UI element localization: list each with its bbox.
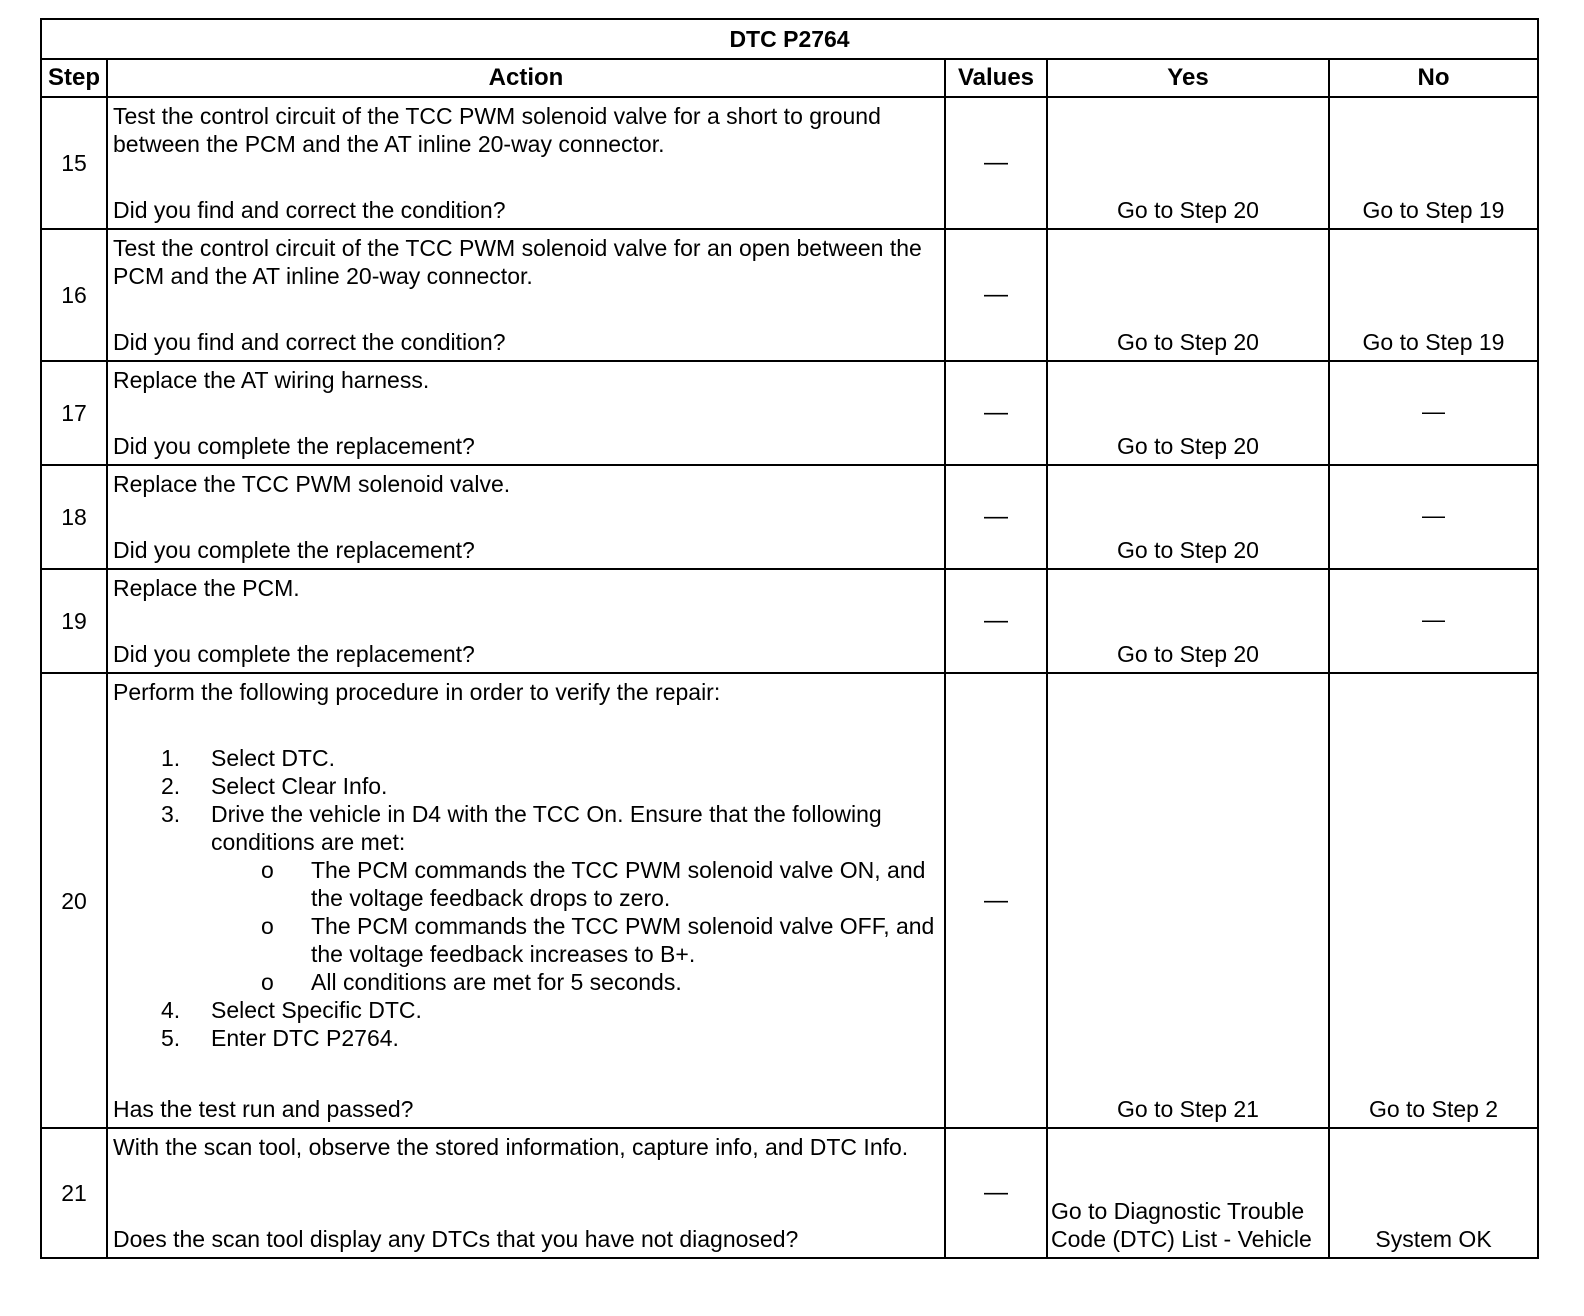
procedure-item: Enter DTC P2764. (211, 1025, 399, 1051)
action-cell (107, 569, 945, 673)
no-cell: — (1329, 569, 1538, 673)
yes-cell: Go to Step 20 (1047, 569, 1329, 673)
values-cell: — (945, 1128, 1047, 1258)
action-text: Perform the following procedure in order to verify the repair: (113, 679, 721, 705)
header-action: Action (107, 59, 945, 97)
no-cell: System OK (1329, 1128, 1538, 1258)
no-cell: Go to Step 19 (1329, 229, 1538, 361)
action-cell (107, 361, 945, 465)
table-row (41, 229, 1538, 361)
step-number: 21 (41, 1128, 107, 1258)
yes-cell: Go to Step 20 (1047, 229, 1329, 361)
values-cell: — (945, 361, 1047, 465)
procedure-item: Select Clear Info. (211, 773, 388, 799)
action-text: Replace the PCM. (113, 575, 300, 601)
action-cell (107, 97, 945, 229)
dtc-table (40, 18, 1539, 1259)
yes-cell: Go to Step 21 (1047, 673, 1329, 1128)
yes-cell: Go to Diagnostic Trouble Code (DTC) List - Vehicle (1047, 1128, 1329, 1258)
condition-item: o The PCM commands the TCC PWM solenoid valve ON, and the voltage feedback drops to zero. (311, 856, 941, 912)
yes-cell: Go to Step 20 (1047, 97, 1329, 229)
procedure-item-text: Drive the vehicle in D4 with the TCC On. Ensure that the following conditions are met: (211, 801, 882, 855)
values-cell: — (945, 673, 1047, 1128)
condition-item: o All conditions are met for 5 seconds. (311, 968, 941, 996)
action-question: Has the test run and passed? (113, 1096, 414, 1122)
action-question: Does the scan tool display any DTCs that you have not diagnosed? (113, 1226, 799, 1252)
values-cell: — (945, 229, 1047, 361)
table-row (41, 97, 1538, 229)
table-row (41, 569, 1538, 673)
action-question: Did you complete the replacement? (113, 641, 475, 667)
header-no: No (1329, 59, 1538, 97)
step-number: 19 (41, 569, 107, 673)
table-row (41, 361, 1538, 465)
no-cell: — (1329, 361, 1538, 465)
action-cell (107, 229, 945, 361)
step-number: 18 (41, 465, 107, 569)
action-text: Replace the TCC PWM solenoid valve. (113, 471, 511, 497)
action-cell (107, 465, 945, 569)
step-number: 16 (41, 229, 107, 361)
condition-item: o The PCM commands the TCC PWM solenoid valve OFF, and the voltage feedback increases to B+. (311, 912, 941, 968)
action-text: Replace the AT wiring harness. (113, 367, 430, 393)
header-yes: Yes (1047, 59, 1329, 97)
values-cell: — (945, 97, 1047, 229)
action-cell (107, 1128, 945, 1258)
table-row (41, 1128, 1538, 1258)
no-cell: Go to Step 19 (1329, 97, 1538, 229)
step-number: 17 (41, 361, 107, 465)
no-cell: — (1329, 465, 1538, 569)
procedure-item (211, 800, 941, 996)
action-question: Did you find and correct the condition? (113, 329, 506, 355)
table-row (41, 465, 1538, 569)
procedure-item: Select DTC. (211, 745, 335, 771)
values-cell: — (945, 465, 1047, 569)
yes-cell: Go to Step 20 (1047, 465, 1329, 569)
title-row (41, 19, 1538, 59)
action-question: Did you find and correct the condition? (113, 197, 506, 223)
header-row (41, 59, 1538, 97)
step-number: 20 (41, 673, 107, 1128)
action-text: Test the control circuit of the TCC PWM solenoid valve for an open between the PCM and the AT inline 20-way connector. (113, 235, 922, 289)
action-text: With the scan tool, observe the stored information, capture info, and DTC Info. (113, 1134, 909, 1160)
action-cell (107, 673, 945, 1128)
header-step: Step (41, 59, 107, 97)
procedure-list (113, 744, 941, 1052)
yes-cell: Go to Step 20 (1047, 361, 1329, 465)
action-question: Did you complete the replacement? (113, 433, 475, 459)
values-cell: — (945, 569, 1047, 673)
no-cell: Go to Step 2 (1329, 673, 1538, 1128)
table-title: DTC P2764 (41, 19, 1538, 59)
table-row (41, 673, 1538, 1128)
action-text: Test the control circuit of the TCC PWM solenoid valve for a short to ground between the PCM and the AT inline 20-way connector. (113, 103, 881, 157)
procedure-item: Select Specific DTC. (211, 997, 422, 1023)
header-values: Values (945, 59, 1047, 97)
step-number: 15 (41, 97, 107, 229)
conditions-list (211, 856, 941, 996)
action-question: Did you complete the replacement? (113, 537, 475, 563)
